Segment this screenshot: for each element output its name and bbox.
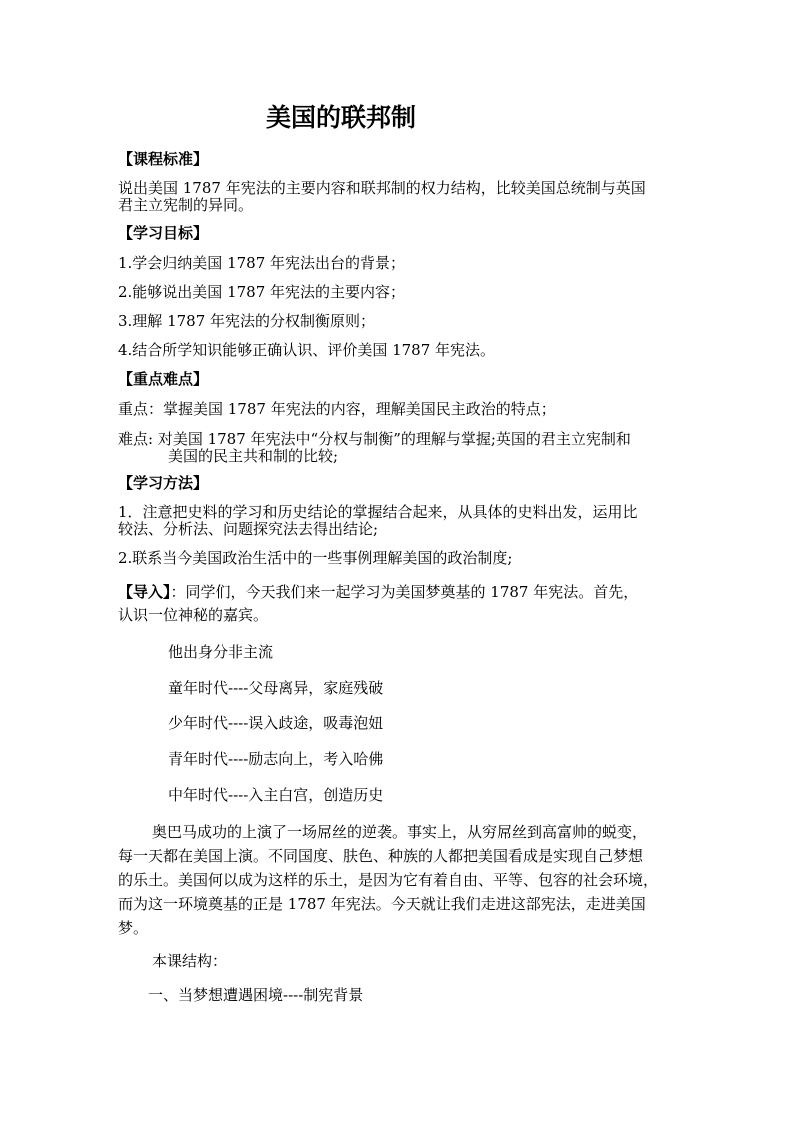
clue-item: 他出身分非主流 bbox=[168, 643, 274, 661]
intro-line-1-text: ：同学们，今天我们来一起学习为美国梦奠基的 1787 年宪法。首先， bbox=[170, 583, 639, 601]
structure-item-1: 一、当梦想遭遇困境----制宪背景 bbox=[148, 986, 364, 1004]
intro-line-2: 认识一位神秘的嘉宾。 bbox=[118, 606, 269, 624]
page-title: 美国的联邦制 bbox=[266, 103, 417, 132]
clue-item: 童年时代----父母离异，家庭残破 bbox=[168, 679, 384, 697]
intro-paragraph-line-4: 而为这一环境奠基的正是 1787 年宪法。今天就让我们走进这部宪法，走进美国 bbox=[118, 895, 646, 913]
method-item-2: 2.联系当今美国政治生活中的一些事例理解美国的政治制度; bbox=[118, 549, 513, 567]
standard-line-2: 君主立宪制的异同。 bbox=[118, 196, 254, 214]
keypoint-difficult-line-2: 美国的民主共和制的比较; bbox=[168, 447, 339, 465]
section-heading-methods: 【学习方法】 bbox=[118, 474, 209, 492]
intro-lead: 【导入】 bbox=[118, 583, 171, 601]
keypoint-key: 重点：掌握美国 1787 年宪法的内容，理解美国民主政治的特点； bbox=[118, 400, 556, 418]
intro-paragraph-line-3: 的乐土。美国何以成为这样的乐土，是因为它有着自由、平等、包容的社会环境， bbox=[118, 871, 659, 889]
method-item-1-line-2: 较法、分析法、问题探究法去得出结论; bbox=[118, 520, 379, 538]
section-heading-keypoints: 【重点难点】 bbox=[118, 370, 209, 388]
structure-label: 本课结构： bbox=[152, 952, 228, 970]
clue-item: 少年时代----误入歧途，吸毒泡妞 bbox=[168, 714, 384, 732]
clue-item: 中年时代----入主白宫，创造历史 bbox=[168, 786, 384, 804]
goal-item-4: 4.结合所学知识能够正确认识、评价美国 1787 年宪法。 bbox=[118, 341, 496, 359]
intro-paragraph-line-5: 梦。 bbox=[118, 919, 149, 937]
goal-item-1: 1.学会归纳美国 1787 年宪法出台的背景； bbox=[118, 254, 406, 272]
clue-item: 青年时代----励志向上，考入哈佛 bbox=[168, 750, 384, 768]
intro-paragraph-line-1: 奥巴马成功的上演了一场屌丝的逆袭。事实上，从穷屌丝到高富帅的蜕变， bbox=[152, 823, 648, 841]
intro-line-1 bbox=[118, 584, 638, 601]
goal-item-2: 2.能够说出美国 1787 年宪法的主要内容； bbox=[118, 283, 406, 301]
standard-line-1: 说出美国 1787 年宪法的主要内容和联邦制的权力结构，比较美国总统制与英国 bbox=[118, 179, 646, 197]
goal-item-3: 3.理解 1787 年宪法的分权制衡原则； bbox=[118, 312, 376, 330]
keypoint-difficult-line-1: 难点: 对美国 1787 年宪法中“分权与制衡”的理解与掌握;英国的君主立宪制和 bbox=[118, 430, 631, 448]
intro-paragraph-line-2: 每一天都在美国上演。不同国度、肤色、种族的人都把美国看成是实现自己梦想 bbox=[118, 847, 644, 865]
section-heading-goals: 【学习目标】 bbox=[118, 224, 209, 242]
method-item-1-line-1: 1．注意把史料的学习和历史结论的掌握结合起来，从具体的史料出发，运用比 bbox=[118, 503, 638, 521]
section-heading-standard: 【课程标准】 bbox=[118, 150, 209, 168]
